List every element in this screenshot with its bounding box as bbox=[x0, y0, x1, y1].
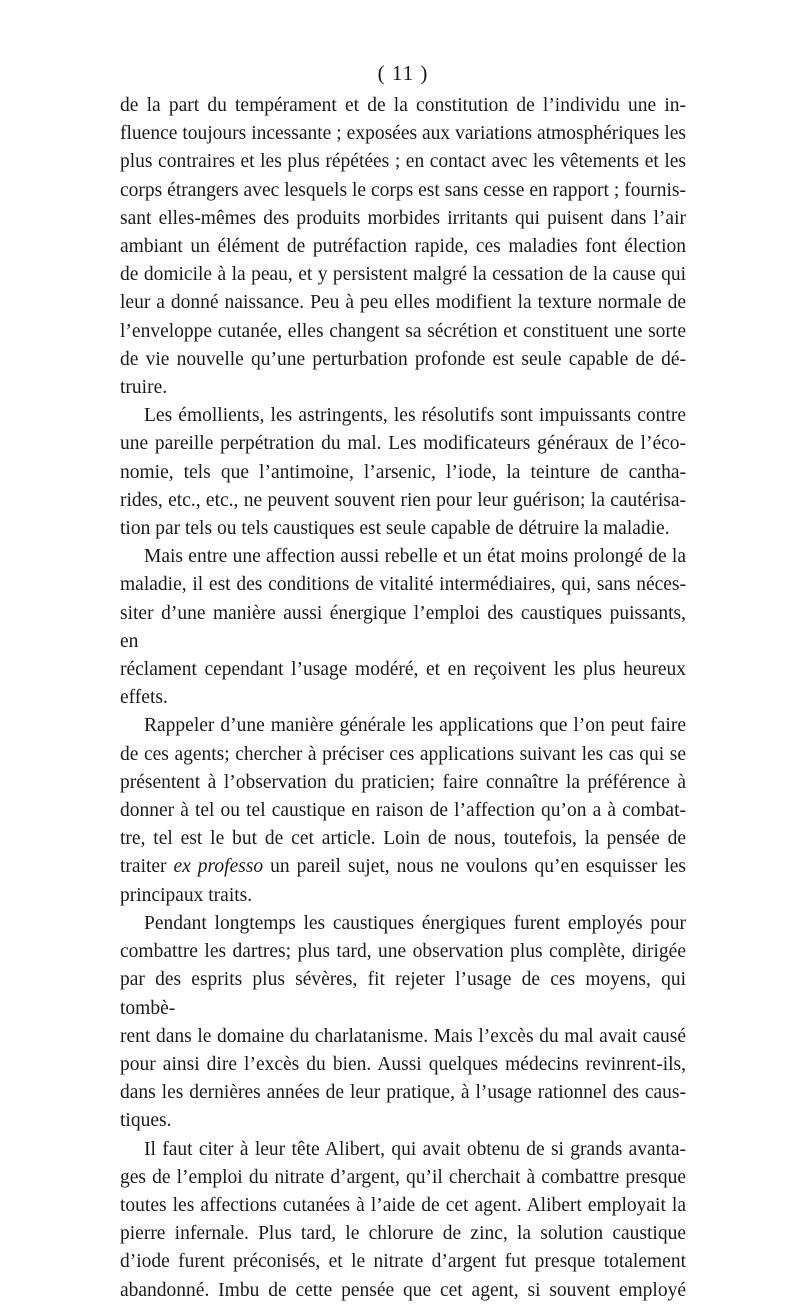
text-line: ambiant un élément de putréfaction rapide, ces maladies font élection bbox=[120, 236, 686, 258]
text-line: traiter ex professo un pareil sujet, nous ne voulons qu’en esquisser les bbox=[120, 856, 686, 878]
text-line: Il faut citer à leur tête Alibert, qui avait obtenu de si grands avanta- bbox=[144, 1138, 686, 1160]
paragraph bbox=[120, 543, 686, 712]
text-line: réclament cependant l’usage modéré, et en reçoivent les plus heureux bbox=[120, 659, 686, 681]
text-line: combattre les dartres; plus tard, une observation plus complète, dirigée bbox=[120, 941, 686, 963]
paragraph bbox=[120, 712, 686, 909]
text-line: dans les dernières années de leur pratique, à l’usage rationnel des caus- bbox=[120, 1082, 686, 1104]
paragraph bbox=[120, 910, 686, 1136]
text-line: rent dans le domaine du charlatanisme. Mais l’excès du mal avait causé bbox=[120, 1025, 686, 1047]
text-line: pierre infernale. Plus tard, le chlorure de zinc, la solution caustique bbox=[120, 1223, 686, 1245]
text-line: d’iode furent préconisés, et le nitrate d’argent fut presque totalement bbox=[120, 1251, 686, 1273]
text-line: pour ainsi dire l’excès du bien. Aussi quelques médecins revinrent-ils, bbox=[120, 1053, 686, 1075]
text-line: maladie, il est des conditions de vitalité intermédiaires, qui, sans néces- bbox=[120, 574, 686, 596]
text-line: l’enveloppe cutanée, elles changent sa sécrétion et constituent une sorte bbox=[120, 320, 686, 342]
text-line: Mais entre une affection aussi rebelle et un état moins prolongé de la bbox=[144, 546, 686, 568]
text-line: abandonné. Imbu de cette pensée que cet agent, si souvent employé bbox=[120, 1279, 686, 1301]
text-line: présentent à l’observation du praticien; faire connaître la préférence à bbox=[120, 771, 686, 793]
text-line: corps étrangers avec lesquels le corps est sans cesse en rapport ; fournis- bbox=[120, 179, 686, 201]
text-line: de domicile à la peau, et y persistent malgré la cessation de la cause qui bbox=[120, 264, 686, 286]
page-number: ( 11 ) bbox=[377, 61, 429, 85]
text-line: principaux traits. bbox=[120, 884, 253, 906]
text-line: Pendant longtemps les caustiques énergiques furent employés pour bbox=[144, 912, 686, 934]
text-line: toutes les affections cutanées à l’aide de cet agent. Alibert employait la bbox=[120, 1194, 686, 1216]
text-line: rides, etc., etc., ne peuvent souvent rien pour leur guérison; la cautérisa- bbox=[120, 489, 686, 511]
paragraph bbox=[120, 1136, 686, 1305]
text-line: de vie nouvelle qu’une perturbation profonde est seule capable de dé- bbox=[120, 348, 686, 370]
paragraph bbox=[120, 402, 686, 543]
book-page bbox=[120, 58, 686, 1305]
text-line: nomie, tels que l’antimoine, l’arsenic, l’iode, la teinture de cantha- bbox=[120, 461, 686, 483]
text-line: plus contraires et les plus répétées ; en contact avec les vêtements et les bbox=[120, 151, 686, 173]
text-line: sant elles-mêmes des produits morbides irritants qui puisent dans l’air bbox=[120, 207, 686, 229]
text-line: tiques. bbox=[120, 1110, 172, 1132]
text-line: de la part du tempérament et de la constitution de l’individu une in- bbox=[120, 95, 686, 116]
text-line: donner à tel ou tel caustique en raison de l’affection qu’on a à combat- bbox=[120, 800, 686, 822]
text-line: ges de l’emploi du nitrate d’argent, qu’il cherchait à combattre presque bbox=[120, 1166, 686, 1188]
text-line: truire. bbox=[120, 377, 168, 399]
italic-phrase: ex professo bbox=[173, 856, 264, 878]
text-line: effets. bbox=[120, 687, 168, 709]
text-line: Les émollients, les astringents, les résolutifs sont impuissants contre bbox=[144, 405, 686, 427]
text-line: siter d’une manière aussi énergique l’emploi des caustiques puissants, en bbox=[120, 602, 686, 652]
text-line: tion par tels ou tels caustiques est seule capable de détruire la maladie. bbox=[120, 518, 670, 540]
text-line: leur a donné naissance. Peu à peu elles modifient la texture normale de bbox=[120, 292, 686, 314]
paragraph bbox=[120, 92, 686, 402]
text-line: Rappeler d’une manière générale les applications que l’on peut faire bbox=[144, 715, 686, 737]
text-line: fluence toujours incessante ; exposées aux variations atmosphériques les bbox=[120, 123, 686, 145]
body-text bbox=[120, 92, 686, 1305]
text-line: de ces agents; chercher à préciser ces applications suivant les cas qui se bbox=[120, 743, 686, 765]
text-line: tre, tel est le but de cet article. Loin de nous, toutefois, la pensée de bbox=[120, 828, 686, 850]
text-line: une pareille perpétration du mal. Les modificateurs généraux de l’éco- bbox=[120, 433, 686, 455]
text-line: par des esprits plus sévères, fit rejeter l’usage de ces moyens, qui tombè- bbox=[120, 969, 686, 1019]
